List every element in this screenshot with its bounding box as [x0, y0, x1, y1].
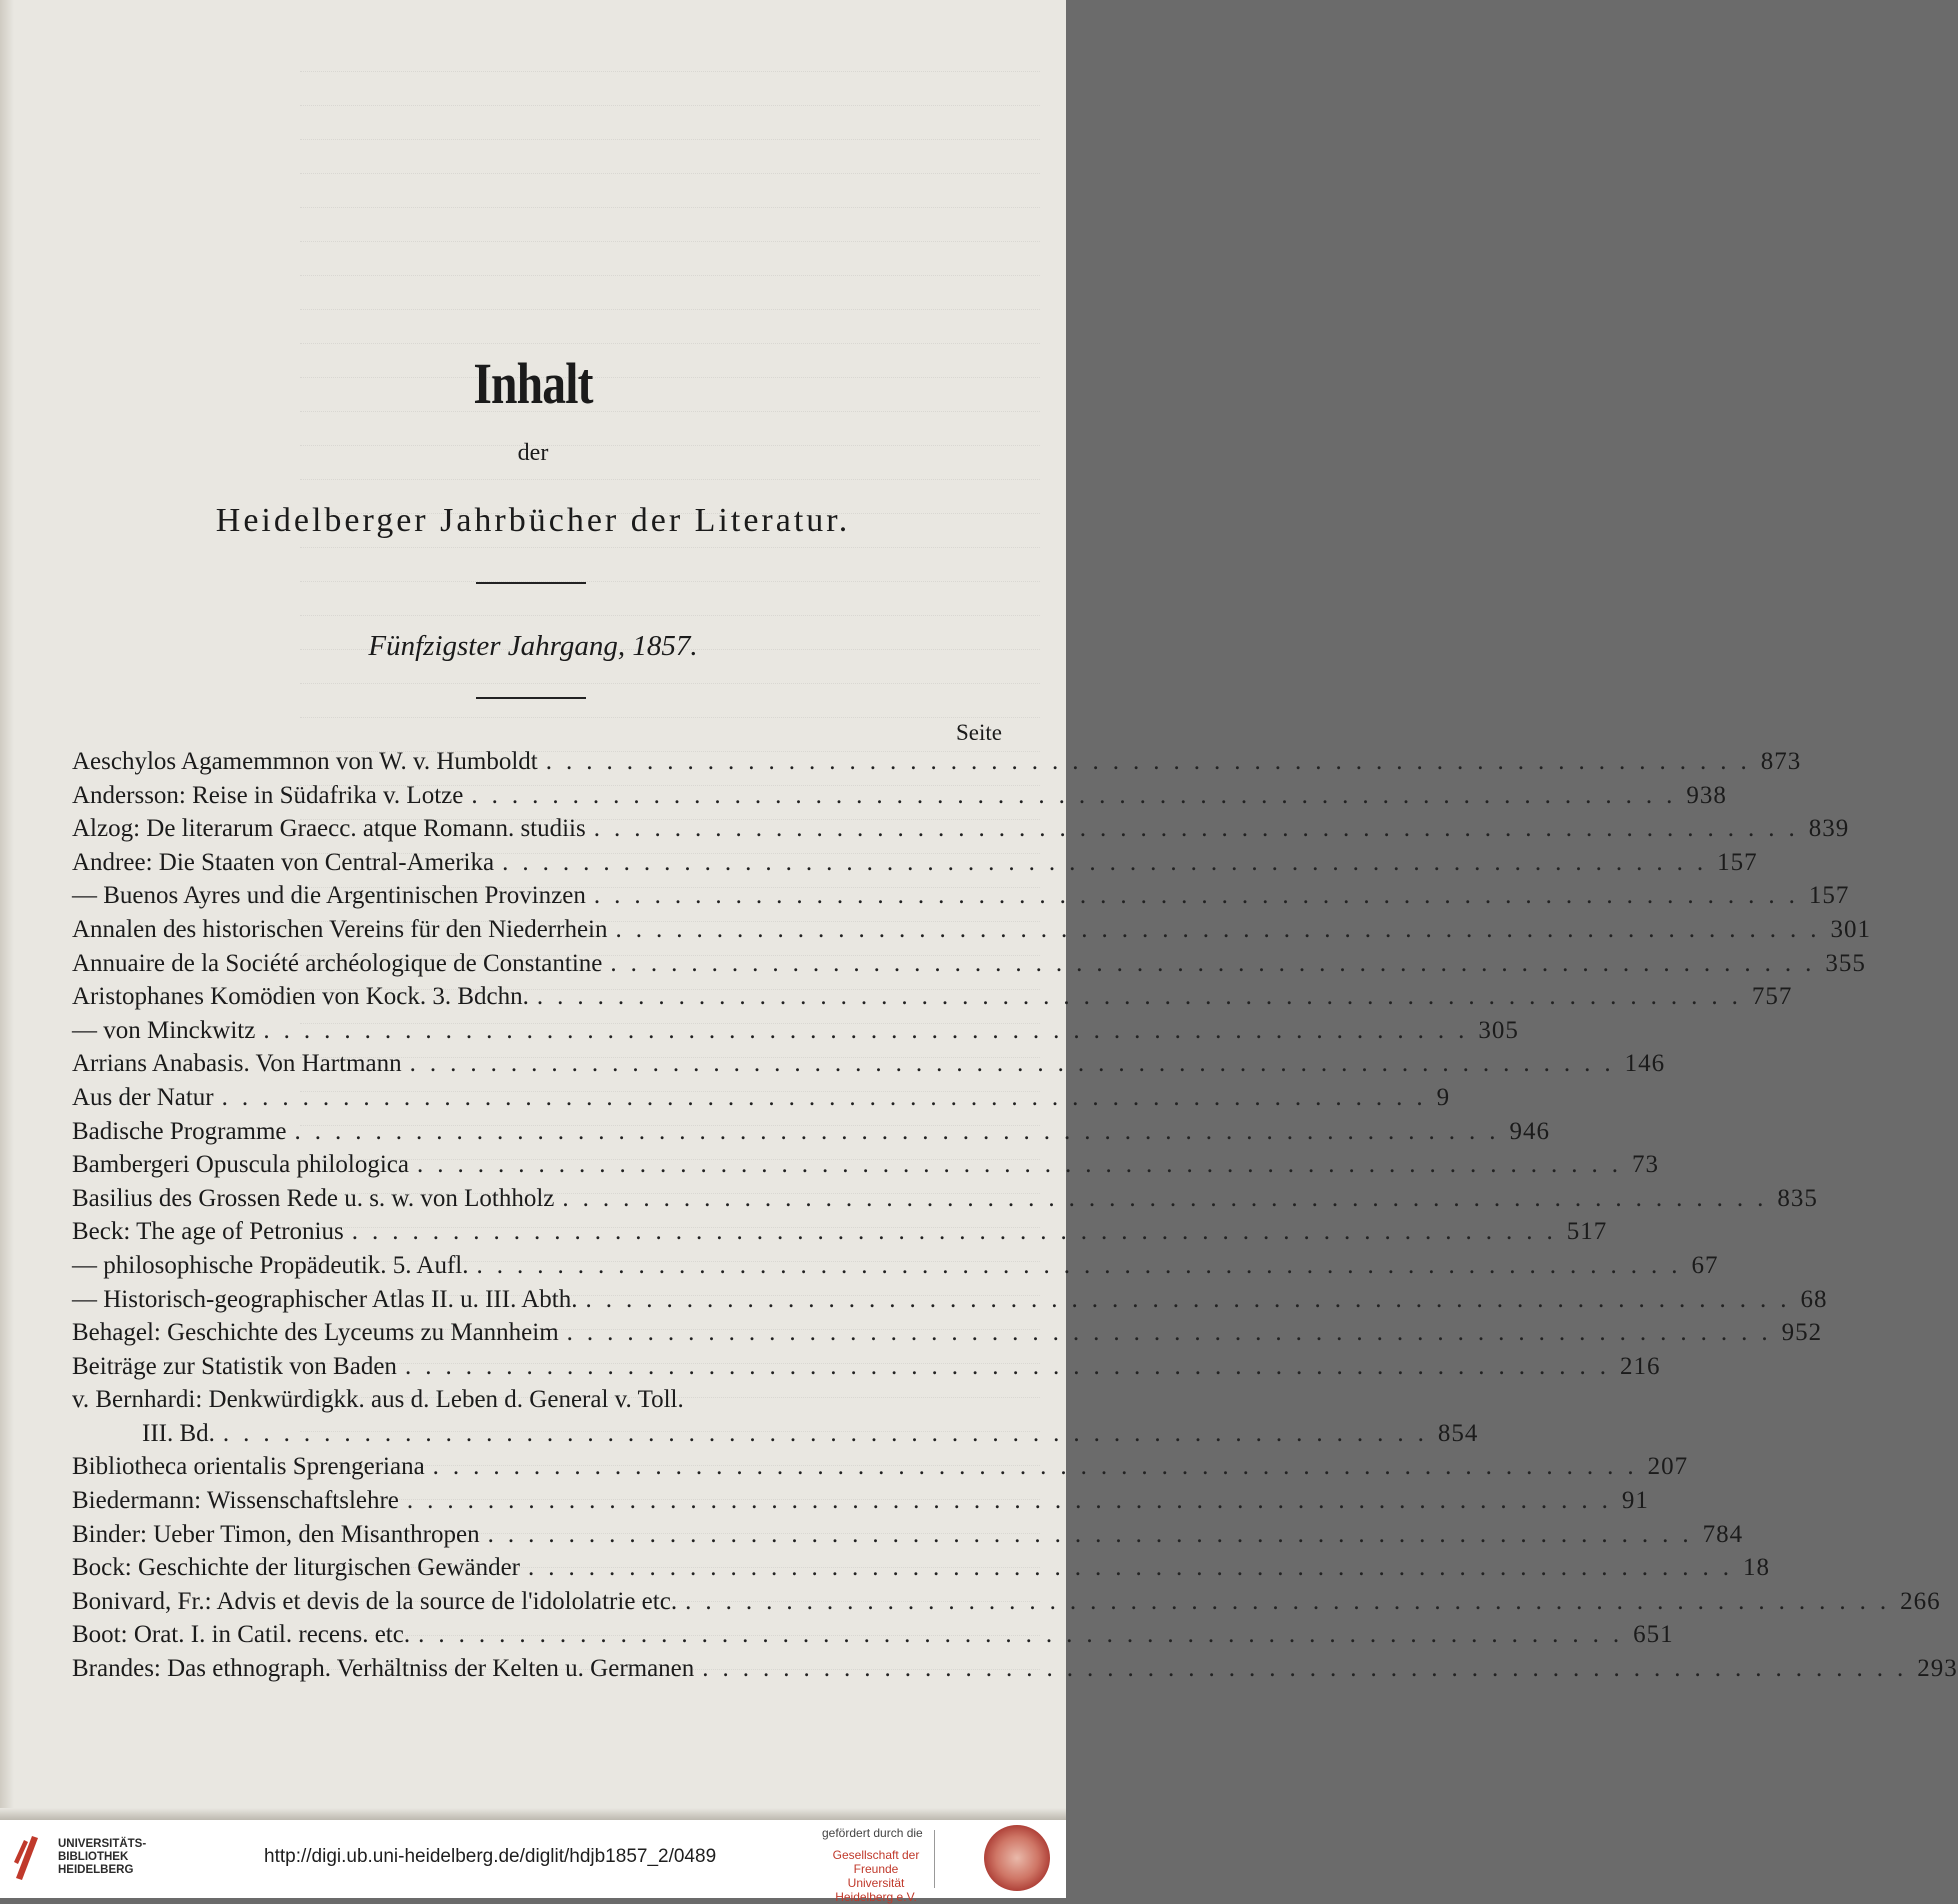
toc-entry-page: 835 [1777, 1184, 1818, 1212]
dot-leader: ............................................................ [487, 1520, 1703, 1548]
toc-entry-page: 854 [1437, 1419, 1479, 1447]
toc-entry-page: 9 [1436, 1083, 1451, 1111]
dot-leader: ............................................................ [585, 1285, 1801, 1313]
toc-entry-title: Biedermann: Wissenschaftslehre [72, 1487, 399, 1515]
toc-entry-title: — Buenos Ayres und die Argentinischen Provinzen [72, 882, 586, 910]
toc-entry [72, 1419, 1479, 1454]
toc-entry [72, 1016, 1519, 1051]
toc-entry-page: 207 [1647, 1453, 1689, 1481]
toc-entry-title: III. Bd. [142, 1419, 215, 1447]
toc-entry-title: Badische Programme [72, 1117, 287, 1145]
dot-leader: ............................................................ [409, 1050, 1625, 1078]
toc-entry-title: Beck: The age of Petronius [72, 1218, 344, 1246]
table-of-contents [72, 748, 1958, 1689]
toc-entry [72, 1285, 1828, 1320]
dot-leader: ............................................................ [610, 949, 1826, 977]
toc-entry [72, 1655, 1958, 1689]
toc-entry [72, 781, 1727, 816]
toc-entry-page: 651 [1633, 1621, 1674, 1649]
toc-entry-title: Aus der Natur [72, 1083, 214, 1111]
divider-rule [476, 582, 586, 584]
toc-entry-page: 67 [1691, 1251, 1719, 1279]
toc-entry-title: Beiträge zur Statistik von Baden [72, 1352, 397, 1380]
toc-entry-page: 946 [1509, 1117, 1551, 1145]
dot-leader: ............................................................ [685, 1587, 1901, 1615]
society-name: Gesellschaft der Freunde Universität Heidelberg e.V. [832, 1848, 920, 1904]
toc-entry [72, 1083, 1451, 1118]
dot-leader: ............................................................ [528, 1554, 1743, 1582]
toc-entry [72, 815, 1850, 849]
toc-entry [72, 848, 1758, 883]
dot-leader: ............................................................ [593, 815, 1809, 843]
dot-leader: ............................................................ [432, 1453, 1648, 1481]
toc-entry-page: 784 [1702, 1520, 1744, 1548]
toc-entry-page: 157 [1717, 848, 1758, 876]
toc-entry [72, 748, 1802, 782]
dot-leader: ............................................................ [222, 1419, 1438, 1447]
toc-entry [72, 1117, 1551, 1152]
dot-leader: ............................................................ [545, 748, 1761, 775]
dot-leader: ............................................................ [221, 1083, 1437, 1111]
toc-entry-page: 146 [1624, 1050, 1666, 1078]
toc-entry-title: Bonivard, Fr.: Advis et devis de la source de l'idololatrie etc. [72, 1587, 678, 1615]
journal-title: Heidelberger Jahrbücher der Literatur. [215, 502, 851, 539]
toc-entry-page: 216 [1619, 1352, 1661, 1380]
toc-entry-title: Aeschylos Agamemmnon von W. v. Humboldt [72, 748, 538, 775]
dot-leader: ............................................................ [471, 781, 1687, 809]
dot-leader: ............................................................ [536, 983, 1752, 1011]
dot-leader: ............................................................ [263, 1016, 1479, 1044]
dot-leader: ............................................................ [294, 1117, 1510, 1145]
dot-leader: ............................................................ [351, 1218, 1567, 1246]
dot-leader: ............................................................ [418, 1621, 1634, 1649]
dot-leader: ............................................................ [593, 882, 1809, 910]
toc-entry [72, 1487, 1649, 1521]
permalink[interactable]: http://digi.ub.uni-heidelberg.de/diglit/hdjb1857_2/0489 [264, 1846, 717, 1867]
toc-entry-page: 266 [1900, 1587, 1941, 1615]
toc-entry-page: 301 [1830, 915, 1871, 943]
library-name: UNIVERSITÄTS- BIBLIOTHEK HEIDELBERG [58, 1838, 147, 1876]
toc-entry [72, 1386, 1007, 1420]
toc-entry [72, 1184, 1818, 1219]
toc-entry-title: Andree: Die Staaten von Central-Amerika [72, 848, 495, 876]
toc-entry-title: — von Minckwitz [72, 1016, 256, 1044]
dot-leader: ............................................................ [702, 1655, 1918, 1683]
toc-entry-title: Brandes: Das ethnograph. Verhältniss der Kelten u. Germanen [72, 1655, 695, 1683]
subtitle-der: der [517, 440, 549, 466]
toc-entry-title: Alzog: De literarum Graecc. atque Romann. studiis [72, 815, 586, 843]
toc-entry-page: 517 [1566, 1218, 1608, 1246]
toc-entry-page: 355 [1825, 949, 1866, 977]
toc-entry-title: Boot: Orat. I. in Catil. recens. etc. [72, 1621, 411, 1649]
toc-entry-title: — philosophische Propädeutik. 5. Aufl. [72, 1251, 469, 1279]
dot-leader: ............................................................ [566, 1319, 1782, 1347]
page-bottom-edge [0, 1808, 1066, 1820]
toc-entry-title: Behagel: Geschichte des Lyceums zu Mannheim [72, 1319, 559, 1347]
toc-entry-page: 873 [1760, 748, 1802, 775]
toc-entry-page: 293 [1917, 1655, 1958, 1683]
library-logo-icon [12, 1832, 42, 1884]
toc-entry [72, 1554, 1770, 1588]
dot-leader: ............................................................ [502, 848, 1718, 876]
university-seal-icon [984, 1825, 1050, 1891]
toc-entry [72, 1050, 1666, 1084]
toc-entry [72, 915, 1871, 950]
toc-entry [72, 1621, 1674, 1655]
toc-entry-title: Bambergeri Opuscula philologica [72, 1151, 409, 1179]
page-edge-shadow [0, 0, 14, 1820]
volume-year: Fünfzigster Jahrgang, 1857. [368, 630, 698, 662]
toc-entry-page: 305 [1478, 1016, 1519, 1044]
dot-leader: ............................................................ [404, 1352, 1620, 1380]
toc-entry-title: v. Bernhardi: Denkwürdigkk. aus d. Leben d. General v. Toll. [72, 1386, 684, 1414]
toc-entry-title: Annalen des historischen Vereins für den Niederrhein [72, 915, 608, 943]
page-title: Inhalt [473, 351, 593, 416]
toc-entry [72, 1453, 1689, 1487]
toc-entry-page: 938 [1686, 781, 1727, 809]
toc-entry [72, 1520, 1744, 1555]
toc-entry-page: 68 [1800, 1285, 1828, 1313]
toc-entry-page: 952 [1781, 1319, 1823, 1347]
footer-separator [934, 1830, 935, 1888]
toc-entry [72, 1151, 1659, 1185]
toc-entry-page: 757 [1751, 983, 1793, 1011]
toc-entry-title: Annuaire de la Société archéologique de Constantine [72, 949, 603, 977]
toc-entry [72, 1251, 1719, 1286]
toc-entry-page: 18 [1743, 1554, 1770, 1582]
toc-entry-page: 91 [1621, 1487, 1649, 1515]
toc-entry-title: Aristophanes Komödien von Kock. 3. Bdchn. [72, 983, 529, 1011]
dot-leader: ............................................................ [416, 1151, 1632, 1179]
toc-entry-title: — Historisch-geographischer Atlas II. u. III. Abth. [72, 1285, 578, 1313]
toc-entry-title: Binder: Ueber Timon, den Misanthropen [72, 1520, 480, 1548]
toc-entry-page: 157 [1808, 882, 1850, 910]
toc-entry-page: 839 [1808, 815, 1850, 843]
funded-by-label: gefördert durch die [822, 1826, 923, 1840]
toc-entry-title: Bock: Geschichte der liturgischen Gewänder [72, 1554, 520, 1582]
page-column-header: Seite [956, 720, 1002, 745]
toc-entry [72, 882, 1850, 916]
toc-entry-title: Arrians Anabasis. Von Hartmann [72, 1050, 402, 1078]
dot-leader: ............................................................ [406, 1487, 1622, 1515]
toc-entry-page: 73 [1631, 1151, 1659, 1179]
toc-entry-title: Bibliotheca orientalis Sprengeriana [72, 1453, 425, 1481]
toc-entry [72, 1218, 1608, 1252]
toc-entry [72, 983, 1793, 1017]
toc-entry [72, 949, 1866, 984]
toc-entry [72, 1352, 1661, 1387]
toc-entry-title: Basilius des Grossen Rede u. s. w. von Lothholz [72, 1184, 555, 1212]
toc-entry-title: Andersson: Reise in Südafrika v. Lotze [72, 781, 464, 809]
toc-entry [72, 1587, 1941, 1622]
dot-leader: ............................................................ [476, 1251, 1692, 1279]
dot-leader: ............................................................ [562, 1184, 1778, 1212]
toc-entry [72, 1319, 1823, 1353]
dot-leader: ............................................................ [615, 915, 1831, 943]
divider-rule [476, 697, 586, 699]
